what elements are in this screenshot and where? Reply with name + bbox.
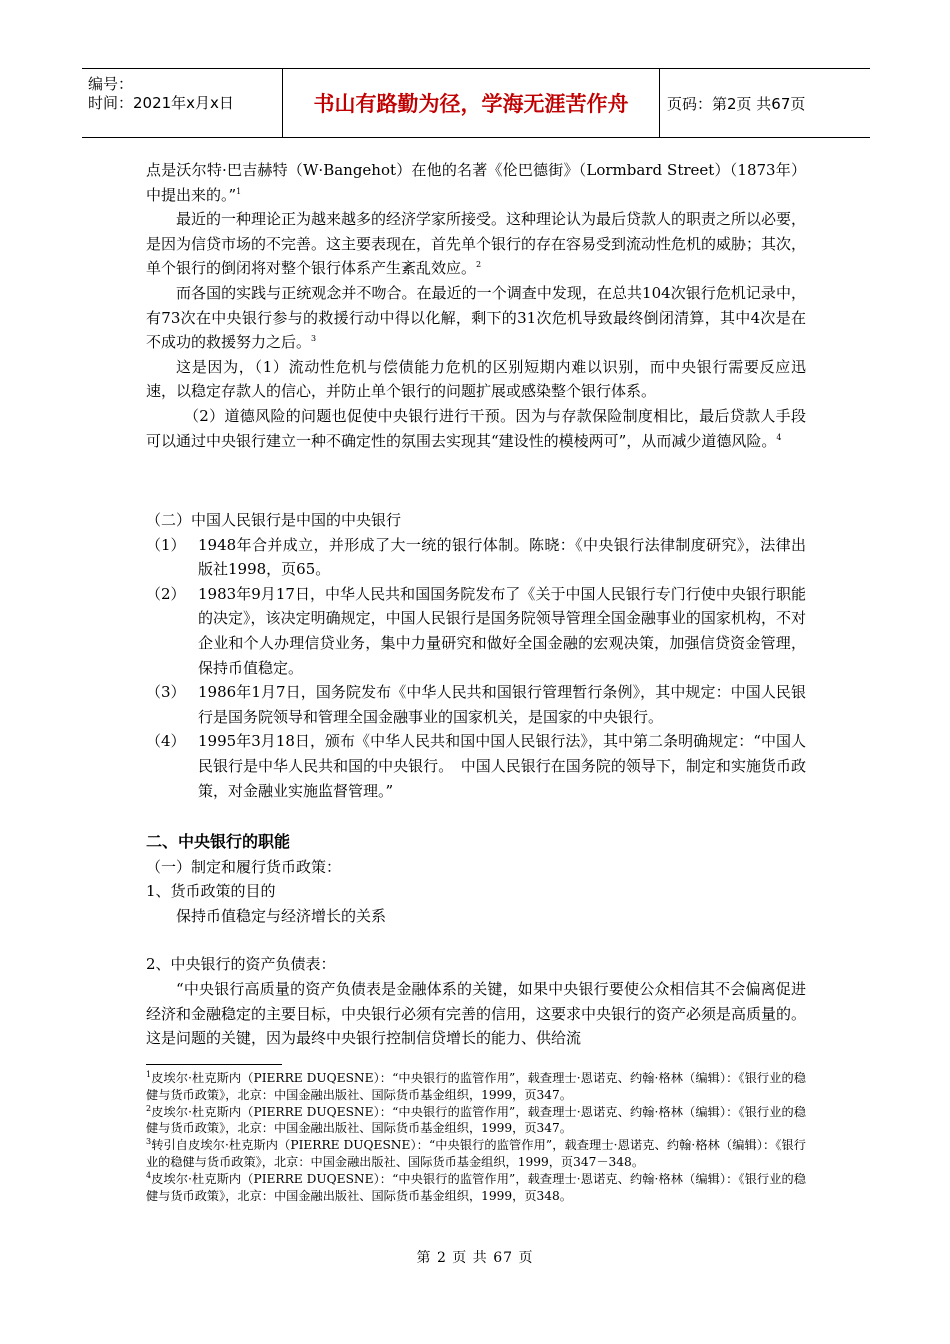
paragraph: （2）道德风险的问题也促使中央银行进行干预。因为与存款保险制度相比，最后贷款人手段可以通过中央银行建立一种不确定性的氛围去实现其“建设性的模棱两可”，从而减少道德风险。$^4$: [146, 406, 806, 450]
list-item: （4） 1995年3月18日，颁布《中华人民共和国中国人民银行法》，其中第二条明确规定：“中国人民银行是中华人民共和国的中央银行。 中国人民银行在国务院的领导下，制定和实施货币政策，对金融业实施监督管理。”: [146, 732, 806, 800]
paragraph: 而各国的实践与正统观念并不吻合。在最近的一个调查中发现，在总共104次银行危机记录中，有73次在中央银行参与的救援行动中得以化解，剩下的31次危机导致最终倒闭清算，其中4次是在不成功的救援努力之后。$^3$: [146, 283, 806, 352]
footnotes: [146, 1070, 806, 1204]
footnote-ref: 1: [236, 186, 242, 196]
subheading: （一）制定和履行货币政策：: [146, 857, 342, 876]
serial-label: 编号：: [88, 75, 134, 93]
section-title: 二、中央银行的职能: [146, 832, 291, 851]
header-motto: 书山有路勤为径，学海无涯苦作舟: [282, 69, 660, 137]
footnote: $^3$转引自皮埃尔·杜克斯内（PIERRE DUQESNE）：“中央银行的监管作用”，载查理士·恩诺克、约翰·格林（编辑）：《银行业的稳健与货币政策》，北京：中国金融出版社、国际货币基金组织，1999，页347－348。: [146, 1137, 806, 1169]
page-header: [82, 68, 870, 138]
footnote-ref: 4: [776, 432, 782, 442]
intro-section: [146, 158, 806, 453]
page-number: 第 2 页 共 67 页: [416, 1250, 534, 1266]
footnote-ref: 3: [311, 334, 317, 344]
footnote: $^2$皮埃尔·杜克斯内（PIERRE DUQESNE）：“中央银行的监管作用”，载查理士·恩诺克、约翰·格林（编辑）：《银行业的稳健与货币政策》，北京：中国金融出版社、国际货币基金组织，1999，页347。: [146, 1103, 806, 1136]
date-label: 时间：2021年x月x日: [88, 94, 234, 112]
footnote-ref: 2: [476, 260, 482, 270]
footnote: $^1$皮埃尔·杜克斯内（PIERRE DUQESNE）：“中央银行的监管作用”，载查理士·恩诺克、约翰·格林（编辑）：《银行业的稳健与货币政策》，北京：中国金融出版社、国际货币基金组织，1999，页347。: [146, 1069, 806, 1102]
paragraph: 这是因为，（1）流动性危机与偿债能力危机的区别短期内难以识别，而中央银行需要反应迅速，以稳定存款人的信心，并防止单个银行的问题扩展或感染整个银行体系。: [146, 357, 806, 401]
paragraph: 保持币值稳定与经济增长的关系: [176, 906, 387, 925]
footnote-divider: [146, 1064, 282, 1065]
list-item: （1） 1948年合并成立，并形成了大一统的银行体制。陈晓：《中央银行法律制度研究》，法律出版社1998，页65。: [146, 535, 806, 579]
section-heading: （二）中国人民银行是中国的中央银行: [146, 511, 402, 529]
header-page-info: 页码：第2页 共67页: [667, 94, 806, 113]
paragraph: 最近的一种理论正为越来越多的经济学家所接受。这种理论认为最后贷款人的职责之所以必要，是因为信贷市场的不完善。这主要表现在，首先单个银行的存在容易受到流动性危机的威胁；其次，单个银行的倒闭将对整个银行体系产生紊乱效应。$^2$: [146, 210, 807, 278]
paragraph: “中央银行高质量的资产负债表是金融体系的关键，如果中央银行要使公众相信其不会偏离促进经济和金融稳定的主要目标，中央银行必须有完善的信用，这要求中央银行的资产必须是高质量的。这是问题的关键，因为最终中央银行控制信贷增长的能力、供给流: [146, 979, 807, 1048]
list-item: （2） 1983年9月17日，中华人民共和国国务院发布了《关于中国人民银行专门行使中央银行职能的决定》，该决定明确规定，中国人民银行是国务院领导管理全国金融事业的国家机构，不对企业和个人办理信贷业务，集中力量研究和做好全国金融的宏观决策，加强信贷资金管理，保持币值稳定。: [146, 584, 806, 677]
section-china-central-bank: [146, 508, 806, 803]
paragraph: 点是沃尔特·巴吉赫特（W·Bangehot）在他的名著《伦巴德街》（Lormbard Street）（1873年）中提出来的。”$^1$: [146, 161, 806, 204]
section-functions: [146, 830, 806, 1051]
subheading: 2、中央银行的资产负债表：: [146, 955, 336, 974]
list-item: （3） 1986年1月7日，国务院发布《中华人民共和国银行管理暂行条例》，其中规定：中国人民银行是国务院领导和管理全国金融事业的国家机关，是国家的中央银行。: [146, 683, 806, 726]
footnote: $^4$皮埃尔·杜克斯内（PIERRE DUQESNE）：“中央银行的监管作用”，载查理士·恩诺克、约翰·格林（编辑）：《银行业的稳健与货币政策》，北京：中国金融出版社、国际货币基金组织，1999，页348。: [146, 1170, 806, 1203]
header-meta: [82, 69, 282, 137]
subheading: 1、货币政策的目的: [146, 882, 276, 901]
